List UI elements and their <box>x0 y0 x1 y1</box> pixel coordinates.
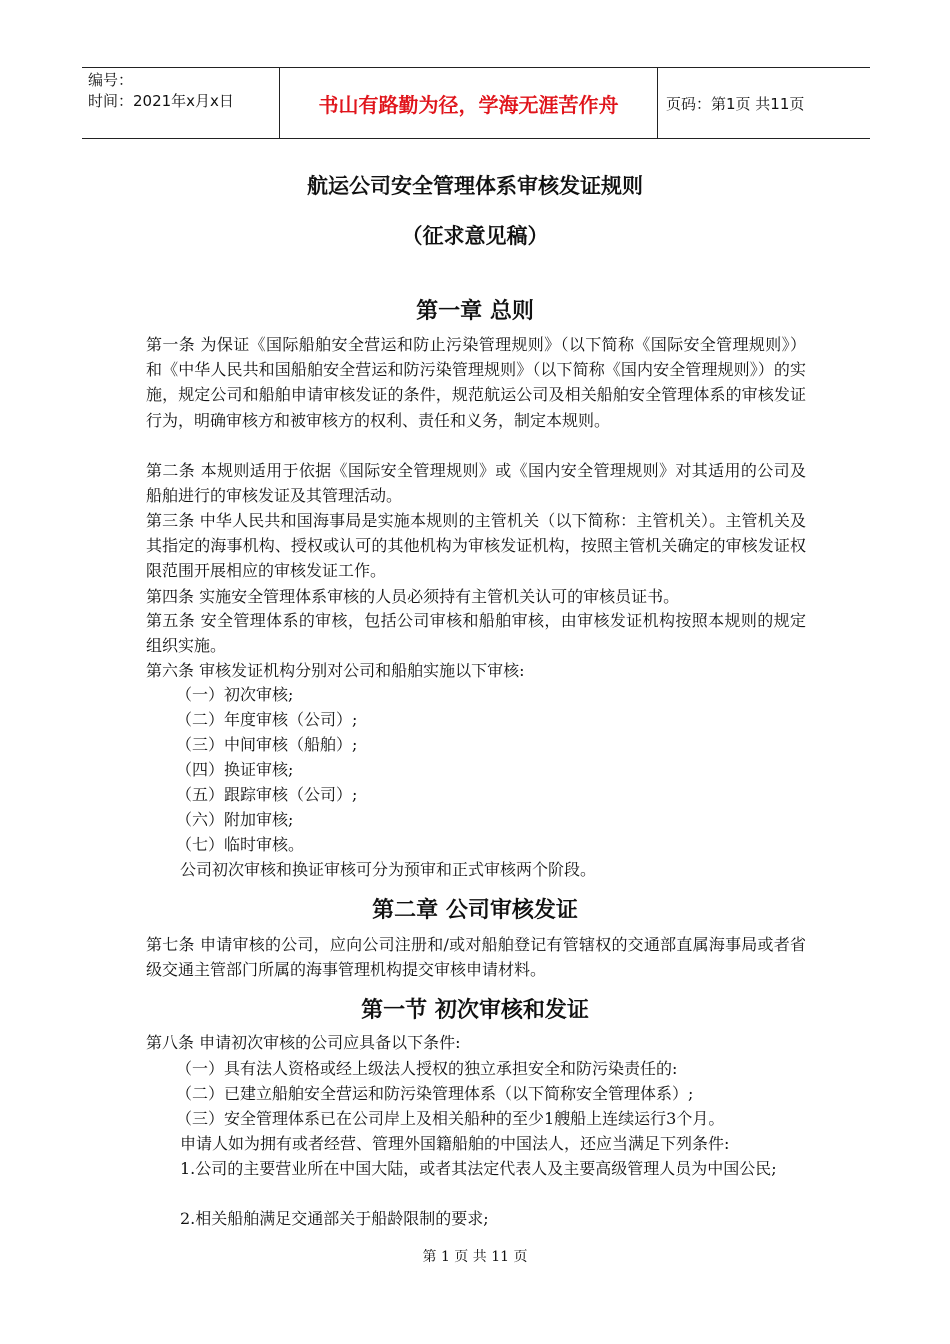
foreign-intro: 申请人如为拥有或者经营、管理外国籍船舶的中国法人，还应当满足下列条件: <box>180 1134 730 1153</box>
article-1: 第一条 为保证《国际船舶安全营运和防止污染管理规则》（以下简称《国际安全管理规则》）和《中华人民共和国船舶安全营运和防污染管理规则》（以下简称《国内安全管理规则》）的实施，规定公司和船舶申请审核发证的条件，规范航运公司及相关船舶安全管理体系的审核发证行为，明确审核方和被审核方的权利、责任和义务，制定本规则。 <box>146 335 806 430</box>
article-5: 第五条 安全管理体系的审核，包括公司审核和船舶审核，由审核发证机构按照本规则的规定组织实施。 <box>146 611 806 656</box>
condition-item: （二）已建立船舶安全营运和防污染管理体系（以下简称安全管理体系）; <box>176 1084 694 1103</box>
page-header <box>82 67 870 139</box>
header-time: 时间：2021年x月x日 <box>88 92 234 110</box>
header-motto: 书山有路勤为径，学海无涯苦作舟 <box>280 68 658 138</box>
foreign-condition-1: 1.公司的主要营业所在中国大陆，或者其法定代表人及主要高级管理人员为中国公民; <box>180 1159 777 1178</box>
audit-type-item: （二）年度审核（公司）; <box>176 710 358 729</box>
article-3: 第三条 中华人民共和国海事局是实施本规则的主管机关（以下简称：主管机关）。主管机关及其指定的海事机构、授权或认可的其他机构为审核发证机构，按照主管机关确定的审核发证权限范围开展相应的审核发证工作。 <box>146 511 806 581</box>
audit-type-item: （一）初次审核; <box>176 685 294 704</box>
article-6: 第六条 审核发证机构分别对公司和船舶实施以下审核: <box>146 661 525 680</box>
audit-type-item: （七）临时审核。 <box>176 835 305 854</box>
audit-type-item: （三）中间审核（船舶）; <box>176 735 358 754</box>
document-subtitle: （征求意见稿） <box>401 224 549 248</box>
article-4: 第四条 实施安全管理体系审核的人员必须持有主管机关认可的审核员证书。 <box>146 587 680 606</box>
header-meta <box>82 68 280 138</box>
page-footer: 第 1 页 共 11 页 <box>422 1249 528 1265</box>
section-1-heading: 第一节 初次审核和发证 <box>361 998 589 1023</box>
article-2: 第二条 本规则适用于依据《国际安全管理规则》或《国内安全管理规则》对其适用的公司及船舶进行的审核发证及其管理活动。 <box>146 461 806 506</box>
audit-stage-note: 公司初次审核和换证审核可分为预审和正式审核两个阶段。 <box>180 860 597 879</box>
article-8: 第八条 申请初次审核的公司应具备以下条件: <box>146 1033 461 1052</box>
condition-item: （三）安全管理体系已在公司岸上及相关船种的至少1艘船上连续运行3个月。 <box>176 1109 725 1128</box>
header-number: 编号： <box>88 71 134 89</box>
condition-item: （一）具有法人资格或经上级法人授权的独立承担安全和防污染责任的: <box>176 1059 678 1078</box>
audit-type-item: （五）跟踪审核（公司）; <box>176 785 358 804</box>
article-7: 第七条 申请审核的公司，应向公司注册和/或对船舶登记有管辖权的交通部直属海事局或者省级交通主管部门所属的海事管理机构提交审核申请材料。 <box>146 935 806 980</box>
audit-type-item: （四）换证审核; <box>176 760 294 779</box>
chapter-2-heading: 第二章 公司审核发证 <box>372 898 578 923</box>
document-title: 航运公司安全管理体系审核发证规则 <box>307 174 643 198</box>
audit-type-item: （六）附加审核; <box>176 810 294 829</box>
foreign-condition-2: 2.相关船舶满足交通部关于船龄限制的要求; <box>180 1209 489 1228</box>
chapter-1-heading: 第一章 总则 <box>416 299 534 324</box>
header-page-info: 页码：第1页 共11页 <box>666 94 805 113</box>
